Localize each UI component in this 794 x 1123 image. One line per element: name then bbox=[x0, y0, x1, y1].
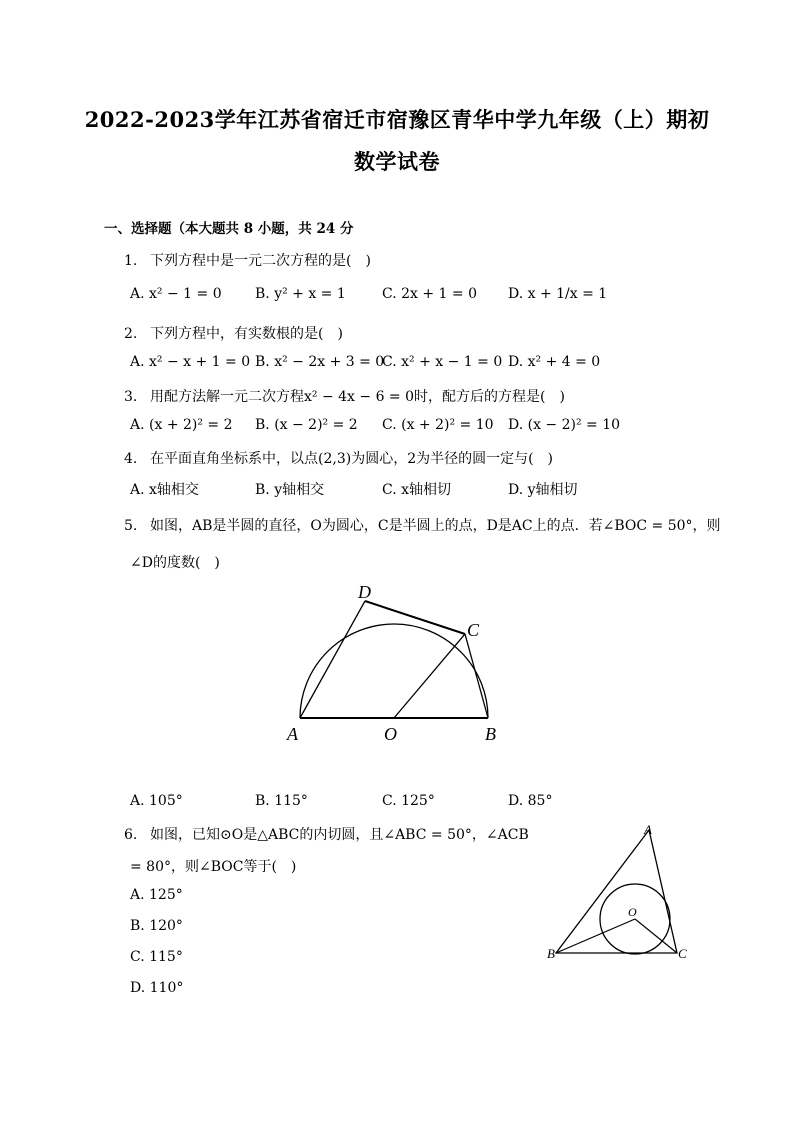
chord-ad bbox=[300, 601, 365, 718]
option-a[interactable]: A. x² − 1 = 0 bbox=[130, 286, 222, 302]
option-d[interactable]: D. x² + 4 = 0 bbox=[508, 354, 601, 370]
chord-cb bbox=[465, 634, 488, 718]
question-text: 下列方程中，有实数根的是( ) bbox=[150, 326, 343, 342]
label-b: B bbox=[485, 724, 496, 744]
question-number: 5. bbox=[124, 518, 138, 534]
option-a[interactable]: A. (x + 2)² = 2 bbox=[130, 417, 233, 433]
option-c[interactable]: C. (x + 2)² = 10 bbox=[382, 417, 494, 433]
question-text-continued: = 80°，则∠BOC等于( ) bbox=[130, 859, 297, 875]
option-c[interactable]: C. 2x + 1 = 0 bbox=[382, 286, 477, 302]
label-a: A bbox=[644, 822, 652, 837]
question-6-continuation bbox=[130, 856, 296, 876]
option-b[interactable]: B. y轴相交 bbox=[255, 482, 325, 498]
question-number: 4. bbox=[124, 451, 138, 467]
question-text: 如图，已知⊙O是△ABC的内切圆，且∠ABC = 50°，∠ACB bbox=[150, 827, 529, 843]
label-o: O bbox=[384, 724, 397, 744]
question-text: 在平面直角坐标系中，以点(2,3)为圆心，2为半径的圆一定与( ) bbox=[150, 451, 554, 467]
semicircle-figure bbox=[270, 572, 520, 752]
option-c[interactable]: C. x轴相切 bbox=[382, 482, 452, 498]
question-1 bbox=[124, 250, 371, 270]
incircle-figure bbox=[540, 820, 700, 970]
label-c: C bbox=[467, 620, 480, 640]
exam-title-line2: 数学试卷 bbox=[354, 149, 440, 174]
question-number: 2. bbox=[124, 326, 138, 342]
radius-oc bbox=[394, 634, 465, 718]
option-b[interactable]: B. x² − 2x + 3 = 0 bbox=[255, 354, 385, 370]
question-5-continuation bbox=[130, 552, 220, 572]
option-d[interactable]: D. 85° bbox=[508, 793, 553, 809]
question-text: 如图，AB是半圆的直径，O为圆心，C是半圆上的点，D是AC上的点．若∠BOC = 50°，则 bbox=[150, 518, 721, 534]
question-number: 3. bbox=[124, 389, 138, 405]
question-3 bbox=[124, 386, 565, 406]
question-text: 用配方法解一元二次方程x² − 4x − 6 = 0时，配方后的方程是( ) bbox=[150, 389, 565, 405]
question-5 bbox=[124, 515, 721, 535]
option-c[interactable]: C. 125° bbox=[382, 793, 435, 809]
question-number: 6. bbox=[124, 827, 138, 843]
option-c[interactable]: C. 115° bbox=[130, 949, 183, 965]
question-text-continued: ∠D的度数( ) bbox=[130, 555, 220, 571]
question-4 bbox=[124, 448, 553, 468]
option-b[interactable]: B. y² + x = 1 bbox=[255, 286, 346, 302]
chord-dc bbox=[365, 601, 465, 634]
label-d: D bbox=[358, 582, 371, 602]
question-text: 下列方程中是一元二次方程的是( ) bbox=[150, 253, 371, 269]
option-a[interactable]: A. 125° bbox=[130, 887, 183, 903]
option-d[interactable]: D. (x − 2)² = 10 bbox=[508, 417, 621, 433]
segment-bo bbox=[556, 919, 635, 953]
option-b[interactable]: B. 115° bbox=[255, 793, 308, 809]
exam-title-line1: 2022-2023学年江苏省宿迁市宿豫区青华中学九年级（上）期初 bbox=[84, 107, 710, 132]
option-a[interactable]: A. x² − x + 1 = 0 bbox=[130, 354, 251, 370]
question-6 bbox=[124, 824, 529, 844]
option-b[interactable]: B. (x − 2)² = 2 bbox=[255, 417, 358, 433]
label-o: O bbox=[628, 905, 637, 919]
option-d[interactable]: D. y轴相切 bbox=[508, 482, 578, 498]
option-d[interactable]: D. 110° bbox=[130, 980, 184, 996]
label-c: C bbox=[678, 946, 687, 961]
triangle-abc bbox=[556, 830, 677, 953]
semicircle-arc bbox=[300, 624, 488, 718]
option-d[interactable]: D. x + 1/x = 1 bbox=[508, 286, 608, 302]
question-number: 1. bbox=[124, 253, 138, 269]
option-a[interactable]: A. 105° bbox=[130, 793, 183, 809]
section-heading: 一、选择题（本大题共 8 小题，共 24 分 bbox=[104, 221, 354, 237]
label-b: B bbox=[547, 946, 555, 961]
option-c[interactable]: C. x² + x − 1 = 0 bbox=[382, 354, 503, 370]
option-b[interactable]: B. 120° bbox=[130, 918, 183, 934]
label-a: A bbox=[287, 724, 298, 744]
option-a[interactable]: A. x轴相交 bbox=[130, 482, 199, 498]
question-2 bbox=[124, 323, 343, 343]
